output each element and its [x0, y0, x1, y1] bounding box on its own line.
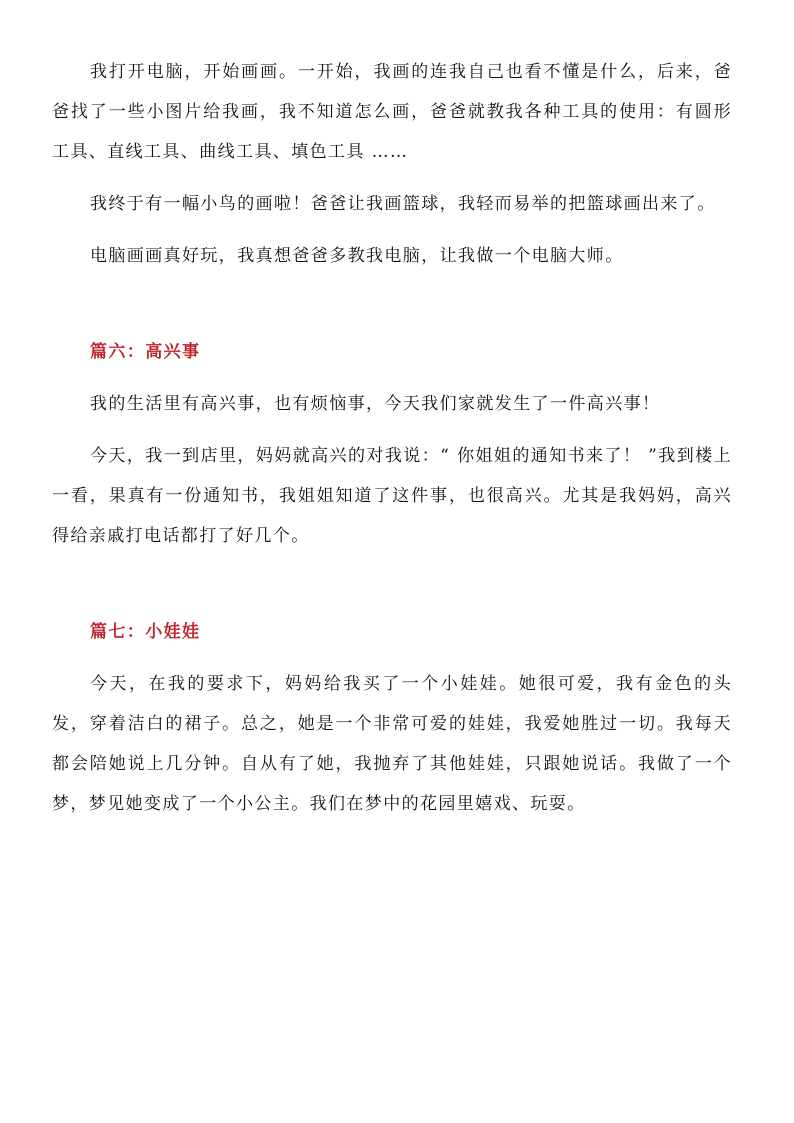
- section-heading: 篇七：小娃娃: [90, 622, 201, 642]
- document-page: [52, 52, 732, 824]
- paragraph: 我终于有一幅小鸟的画啦！爸爸让我画篮球，我轻而易举的把篮球画出来了。: [90, 194, 716, 214]
- section-spacer: [52, 556, 732, 612]
- section-intro: [52, 52, 732, 276]
- section-7: [52, 612, 732, 824]
- section-heading: 篇六：高兴事: [90, 342, 201, 362]
- paragraph: 今天，我一到店里，妈妈就高兴的对我说：“ 你姐姐的通知书来了！ ”我到楼上一看，果真有一份通知书，我姐姐知道了这件事，也很高兴。尤其是我妈妈，高兴得给亲戚打电话都打了好几个。: [52, 446, 732, 546]
- paragraph: 我打开电脑，开始画画。一开始，我画的连我自己也看不懂是什么，后来，爸爸找了一些小图片给我画，我不知道怎么画，爸爸就教我各种工具的使用：有圆形工具、直线工具、曲线工具、填色工具 ……: [52, 62, 732, 162]
- paragraph: 今天，在我的要求下，妈妈给我买了一个小娃娃。她很可爱，我有金色的头发，穿着洁白的裙子。总之，她是一个非常可爱的娃娃，我爱她胜过一切。我每天都会陪她说上几分钟。自从有了她，我抛弃了其他娃娃，只跟她说话。我做了一个梦，梦见她变成了一个小公主。我们在梦中的花园里嬉戏、玩耍。: [52, 674, 732, 814]
- paragraph: 我的生活里有高兴事，也有烦恼事，今天我们家就发生了一件高兴事！: [90, 394, 661, 414]
- section-6: [52, 332, 732, 556]
- paragraph: 电脑画画真好玩，我真想爸爸多教我电脑，让我做一个电脑大师。: [90, 246, 624, 266]
- section-spacer: [52, 276, 732, 332]
